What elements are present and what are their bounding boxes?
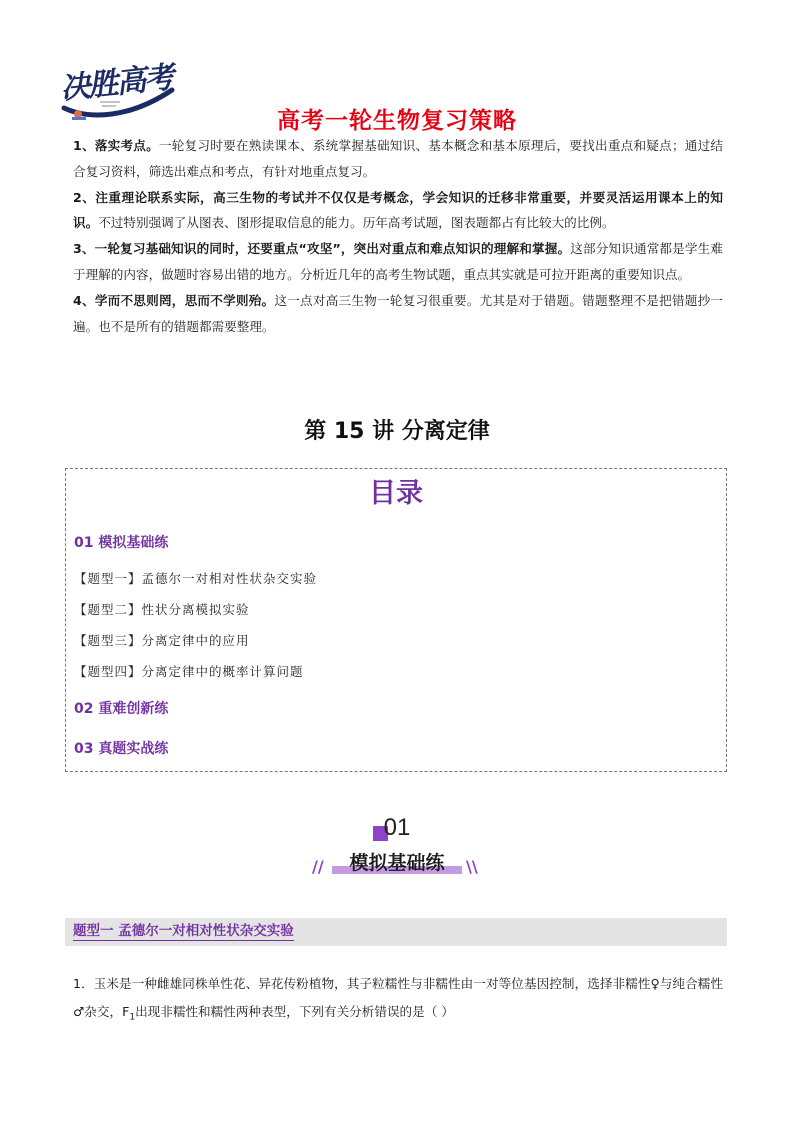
toc-section-1[interactable]: 01 模拟基础练 — [74, 535, 169, 551]
section-number: 01 — [383, 814, 411, 841]
question-1 — [73, 970, 723, 1032]
strategy-body: 这部分知识通常都是学生难于理解的内容，做题时容易出错的地方。分析近几年的高考生物试题，重点其实就是可拉开距离的重要知识点。 — [73, 241, 723, 282]
question-subscript: 1 — [129, 1012, 136, 1023]
toc-section-2[interactable]: 02 重难创新练 — [74, 701, 169, 717]
page-title: 高考一轮生物复习策略 — [277, 108, 517, 134]
section-slash-right: \\ — [466, 857, 478, 876]
question-type-label: 题型一 孟德尔一对相对性状杂交实验 — [73, 923, 294, 939]
question-text: 1．玉米是一种雌雄同株单性花、异花传粉植物，其子粒糯性与非糯性由一对等位基因控制，选择非糯性♀与纯合糯性♂杂交，F — [73, 976, 723, 1019]
strategy-item — [73, 236, 723, 288]
toc-type-4[interactable]: 【题型四】分离定律中的概率计算问题 — [74, 664, 304, 679]
strategy-item — [73, 133, 723, 185]
strategy-body: 这一点对高三生物一轮复习很重要。尤其是对于错题。错题整理不是把错题抄一遍。也不是所有的错题都需要整理。 — [73, 292, 724, 334]
strategy-body: 不过特别强调了从图表、图形提取信息的能力。历年高考试题，图表题都占有比较大的比例。 — [98, 215, 615, 231]
toc-type-3[interactable]: 【题型三】分离定律中的应用 — [74, 633, 250, 648]
question-type-banner — [65, 918, 727, 946]
logo-text: 决胜高考 — [58, 60, 174, 107]
table-of-contents — [65, 468, 727, 772]
strategy-lead: 1、落实考点。 — [73, 138, 159, 153]
strategy-item — [73, 185, 723, 237]
strategy-item — [73, 288, 723, 340]
strategy-lead: 4、学而不思则罔，思而不学则殆。 — [73, 292, 275, 308]
toc-title: 目录 — [369, 478, 423, 509]
strategy-list — [73, 133, 723, 339]
question-text-cont: 出现非糯性和糯性两种表型，下列有关分析错误的是（ ） — [135, 1004, 454, 1019]
toc-section-3[interactable]: 03 真题实战练 — [74, 741, 169, 757]
section-title: 模拟基础练 — [349, 852, 445, 874]
strategy-body: 一轮复习时要在熟读课本、系统掌握基础知识、基本概念和基本原理后，要找出重点和疑点；通过结合复习资料，筛选出难点和考点，有针对地重点复习。 — [73, 138, 724, 179]
section-slash-left: // — [312, 857, 324, 876]
toc-type-1[interactable]: 【题型一】孟德尔一对相对性状杂交实验 — [74, 571, 318, 586]
toc-type-2[interactable]: 【题型二】性状分离模拟实验 — [74, 602, 250, 617]
strategy-lead: 2、注重理论联系实际，高三生物的考试并不仅仅是考概念，学会知识的迁移非常重要，并要灵活运用课本上的知识。 — [73, 189, 723, 231]
lecture-title: 第 15 讲 分离定律 — [304, 419, 490, 444]
strategy-lead: 3、一轮复习基础知识的同时，还要重点“攻坚”，突出对重点和难点知识的理解和掌握。 — [73, 241, 571, 257]
